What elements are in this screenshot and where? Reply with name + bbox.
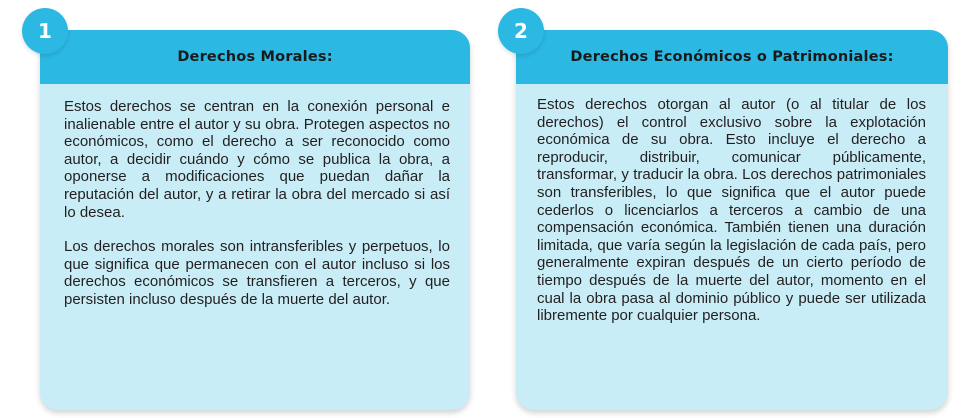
- moral-rights-header: [40, 30, 470, 84]
- moral-rights-paragraph-2: Los derechos morales son intransferibles y perpetuos, lo que significa que permanecen con el autor incluso si los derechos económicos se transfieren a terceros, y que persisten incluso después de la muerte del autor.: [64, 238, 450, 308]
- economic-rights-header: [516, 30, 948, 84]
- number-badge-1: 1: [22, 8, 68, 54]
- economic-rights-title: Derechos Económicos o Patrimoniales:: [570, 49, 894, 65]
- moral-rights-body: [40, 84, 470, 319]
- economic-rights-body: [516, 84, 948, 335]
- economic-rights-paragraph-1: Estos derechos otorgan al autor (o al titular de los derechos) el control exclusivo sobre la explotación económica de su obra. Esto incluye el derecho a reproducir, distribuir, comunicar públicamente, transformar, y traducir la obra. Los derechos patrimoniales son transferibles, lo que significa que el autor puede cederlos o licenciarlos a terceros a cambio de una compensación económica. También tienen una duración limitada, que varía según la legislación de cada país, pero generalmente expiran después de un cierto período de tiempo después de la muerte del autor, momento en el cual la obra pasa al dominio público y puede ser utilizada libremente por cualquier persona.: [537, 96, 926, 325]
- economic-rights-card: [516, 30, 948, 410]
- moral-rights-card: [40, 30, 470, 410]
- number-badge-2: 2: [498, 8, 544, 54]
- moral-rights-paragraph-1: Estos derechos se centran en la conexión personal e inalienable entre el autor y su obra. Protegen aspectos no económicos, como el derecho a ser reconocido como autor, a decidir cuándo y cómo se publica la obra, a oponerse a modificaciones que puedan dañar la reputación del autor, y a retirar la obra del mercado si así lo desea.: [64, 98, 450, 221]
- moral-rights-title: Derechos Morales:: [177, 49, 333, 65]
